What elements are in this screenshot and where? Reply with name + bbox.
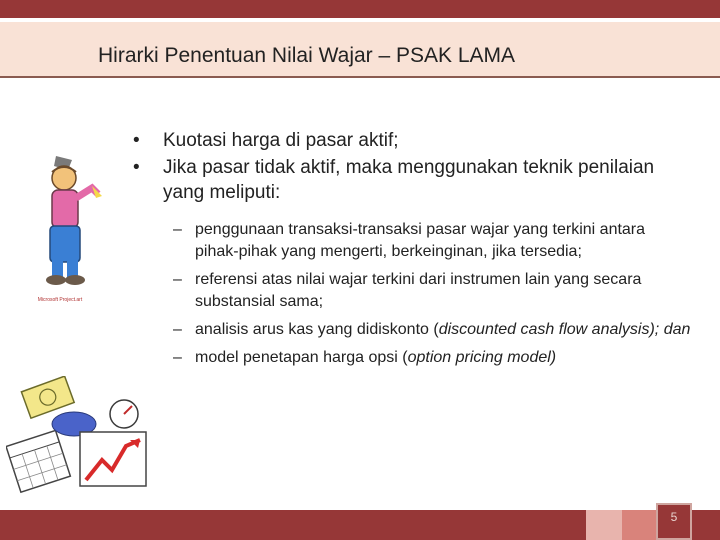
slide-content [133, 128, 693, 375]
slide-title: Hirarki Penentuan Nilai Wajar – PSAK LAMA [98, 44, 516, 67]
bullet-marker: • [133, 130, 140, 151]
person-thinking-clipart [42, 150, 112, 290]
sub-item-italic: discounted cash flow analysis); dan [438, 321, 691, 338]
dash-marker: – [173, 321, 182, 338]
bullet-item [133, 128, 693, 153]
sub-item-text: model penetapan harga opsi ( [195, 349, 408, 366]
dash-marker: – [173, 271, 182, 288]
sub-item [173, 269, 693, 313]
dash-marker: – [173, 349, 182, 366]
sub-item-italic: option pricing model) [407, 349, 557, 366]
bullet-text: Kuotasi harga di pasar aktif; [163, 130, 399, 151]
bullet-item [133, 155, 693, 205]
dash-marker: – [173, 221, 182, 238]
sub-item [173, 219, 693, 263]
sub-item-text: penggunaan transaksi-transaksi pasar wajar yang terkini antara pihak-pihak yang mengerti, berkeinginan, jika tersedia; [195, 221, 646, 260]
page-number-box [656, 503, 692, 540]
footer-tile-mid [622, 510, 656, 540]
sub-item-text: analisis arus kas yang didiskonto ( [195, 321, 439, 338]
bullet-marker: • [133, 157, 140, 178]
bullet-text: Jika pasar tidak aktif, maka menggunakan teknik penilaian yang meliputi: [163, 157, 655, 203]
bullet-list [133, 128, 693, 205]
sub-item-text: referensi atas nilai wajar terkini dari instrumen lain yang secara substansial sama; [195, 271, 642, 310]
sub-bullet-list [133, 219, 693, 369]
finance-chart-clipart [6, 376, 156, 496]
footer-tile-light [586, 510, 622, 540]
clipart-caption: Microsoft Project.art [37, 297, 83, 303]
page-number: 5 [670, 510, 678, 524]
top-accent-bar [0, 0, 720, 18]
sub-item [173, 319, 693, 341]
sub-item [173, 347, 693, 369]
